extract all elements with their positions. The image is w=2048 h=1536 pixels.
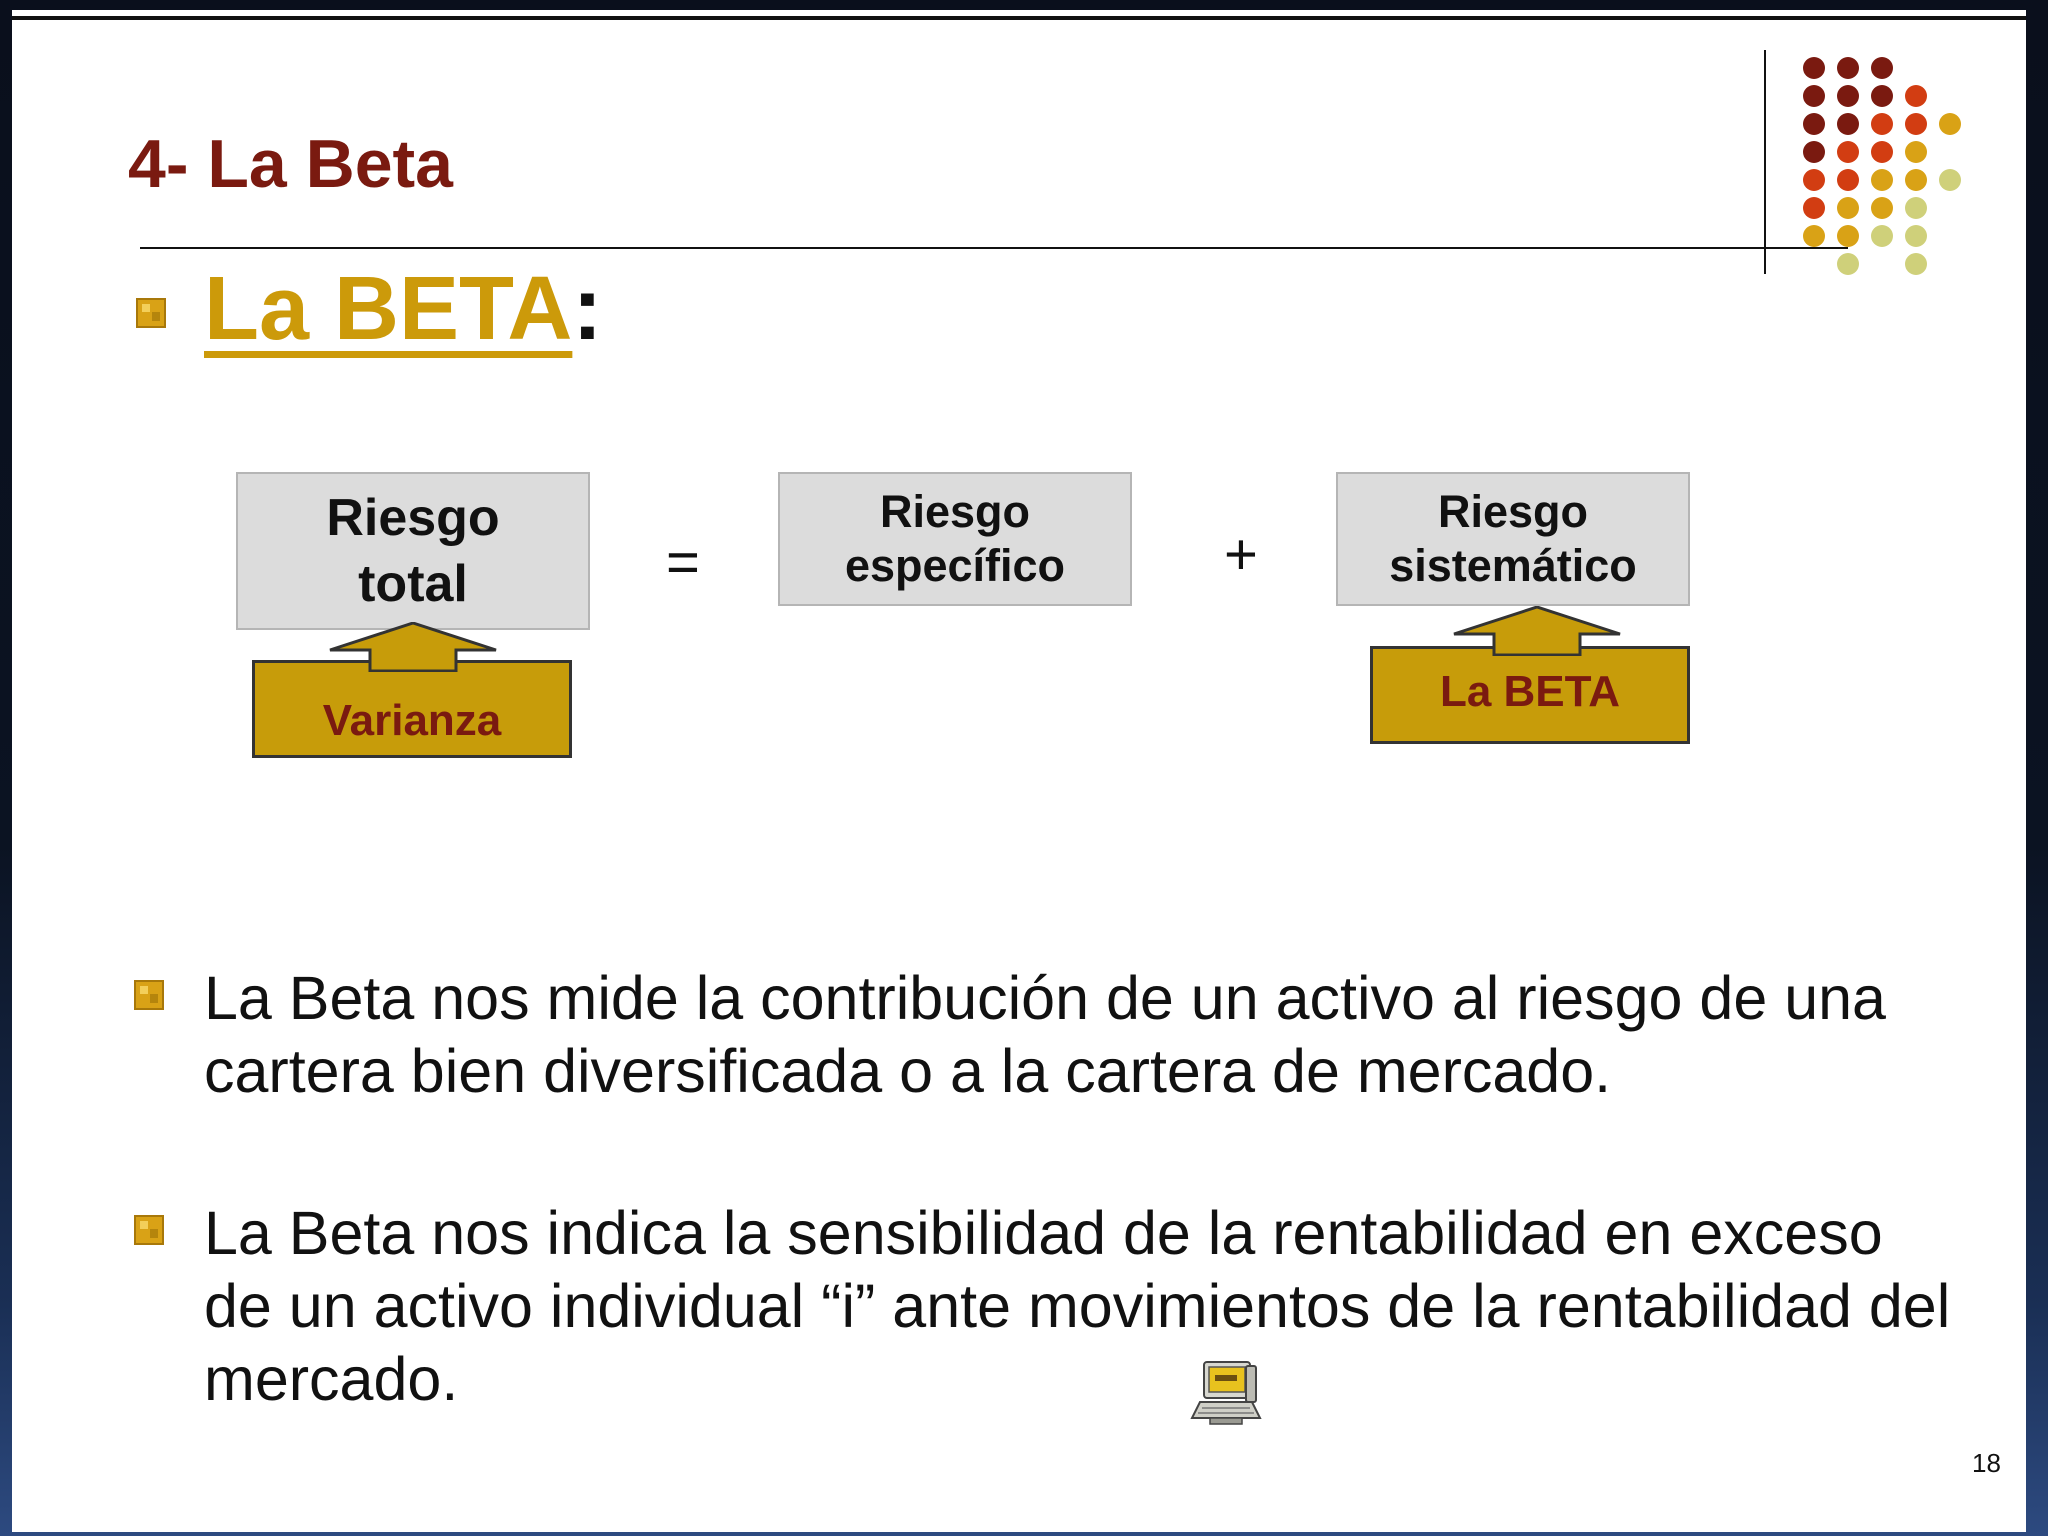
box-especifico-line-2: específico <box>844 540 1066 591</box>
box-riesgo-sistematico <box>1336 472 1690 606</box>
computer-icon[interactable] <box>1190 1358 1262 1428</box>
box-total-line-1: Riesgo <box>326 489 500 547</box>
equals-sign: = <box>666 530 700 595</box>
slide <box>12 10 2026 1532</box>
bullet-text: La Beta nos mide la contribución de un activo al riesgo de una cartera bien diversificada o a la cartera de mercado. <box>204 964 1886 1105</box>
up-arrow-icon <box>328 622 498 672</box>
dot-grid-decoration <box>1802 50 2002 280</box>
bullet-text: La Beta nos indica la sensibilidad de la rentabilidad en exceso de un activo individual “i” ante movimientos de la rentabilidad del mercado. <box>204 1199 1951 1413</box>
up-arrow-icon <box>1452 606 1622 656</box>
gold-square-bullet-icon <box>136 298 166 328</box>
slide-title: 4- La Beta <box>128 126 453 202</box>
box-sistematico-line-1: Riesgo <box>1437 486 1589 537</box>
gold-square-bullet-icon <box>134 980 164 1010</box>
title-divider <box>140 247 1848 249</box>
page-number: 18 <box>1972 1448 2001 1478</box>
plus-sign: + <box>1224 522 1258 587</box>
vertical-divider <box>1764 50 1766 274</box>
top-border <box>12 16 2026 20</box>
subtitle-colon: : <box>572 259 603 359</box>
subtitle-label: La BETA <box>204 259 573 359</box>
subtitle <box>204 260 602 359</box>
label-varianza: Varianza <box>252 660 572 758</box>
gold-square-bullet-icon <box>134 1215 164 1245</box>
box-total-line-2: total <box>358 555 468 613</box>
label-la-beta: La BETA <box>1370 646 1690 744</box>
box-sistematico-line-2: sistemático <box>1389 540 1637 591</box>
box-riesgo-especifico <box>778 472 1132 606</box>
box-especifico-line-1: Riesgo <box>879 486 1030 537</box>
box-riesgo-total <box>236 472 590 630</box>
